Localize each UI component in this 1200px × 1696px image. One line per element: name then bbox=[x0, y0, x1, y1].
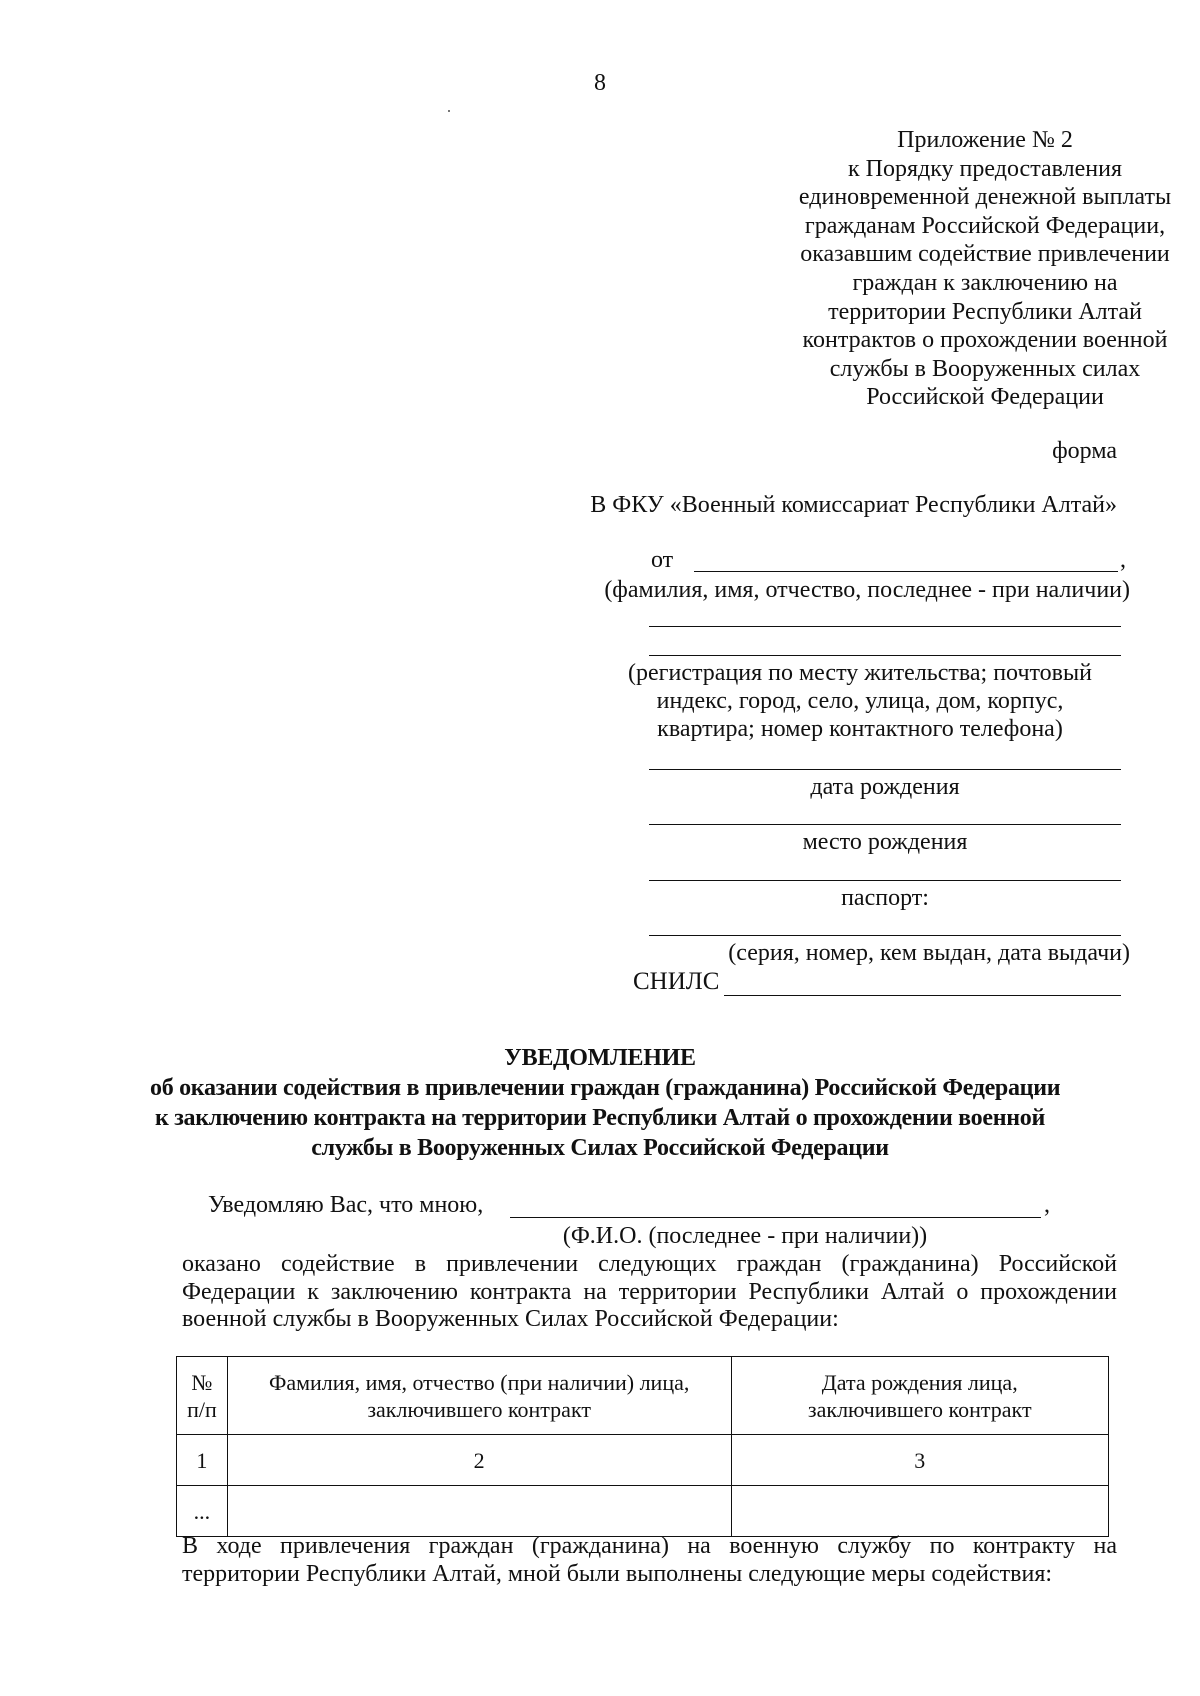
notice-subtitle-line: службы в Вооруженных Силах Российской Федерации bbox=[311, 1135, 889, 1161]
birth-place-field-line[interactable] bbox=[649, 824, 1121, 825]
name-hint: (фамилия, имя, отчество, последнее - при наличии) bbox=[604, 577, 1130, 603]
table-header-row bbox=[177, 1357, 1109, 1435]
table-cell: 3 bbox=[731, 1435, 1109, 1486]
fio-hint: (Ф.И.О. (последнее - при наличии)) bbox=[562, 1223, 928, 1249]
contractors-table bbox=[176, 1356, 1109, 1537]
closing-line: территории Республики Алтай, мной были выполнены следующие меры содействия: bbox=[182, 1561, 1053, 1587]
appendix-line: к Порядку предоставления bbox=[847, 155, 1122, 182]
notice-subtitle-line: об оказании содействия в привлечении граждан (гражданина) Российской Федерации bbox=[150, 1075, 1061, 1101]
notice-subtitle-line: к заключению контракта на территории Республики Алтай о прохождении военной bbox=[154, 1105, 1046, 1131]
fio-field-line[interactable] bbox=[510, 1217, 1041, 1218]
birth-date-field-line[interactable] bbox=[649, 769, 1121, 770]
notice-body-line: Федерации к заключению контракта на территории Республики Алтай о прохождении bbox=[182, 1279, 1117, 1305]
name-field-line[interactable] bbox=[694, 571, 1118, 572]
address-field-line-1[interactable] bbox=[649, 626, 1121, 627]
table-row bbox=[177, 1486, 1109, 1537]
fio-trailing-comma: , bbox=[1044, 1192, 1050, 1218]
notice-body-line: оказано содействие в привлечении следующих граждан (гражданина) Российской bbox=[182, 1251, 1117, 1277]
table-cell: 1 bbox=[177, 1435, 228, 1486]
appendix-line: Приложение № 2 bbox=[897, 127, 1073, 153]
table-cell-empty[interactable] bbox=[731, 1486, 1109, 1537]
header-number: № п/п bbox=[177, 1357, 228, 1435]
appendix-line: граждан к заключению на bbox=[852, 269, 1118, 296]
appendix-line: контрактов о прохождении военной bbox=[802, 327, 1168, 354]
passport-hint: (серия, номер, кем выдан, дата выдачи) bbox=[728, 940, 1130, 966]
from-label: от bbox=[651, 547, 674, 573]
page-number: 8 bbox=[594, 70, 606, 96]
address-hint-line: индекс, город, село, улица, дом, корпус, bbox=[656, 688, 1064, 714]
birth-place-label: место рождения bbox=[802, 829, 968, 855]
snils-label: СНИЛС bbox=[633, 968, 720, 995]
table-cell: 2 bbox=[227, 1435, 731, 1486]
header-full-name: Фамилия, имя, отчество (при наличии) лица, заключившего контракт bbox=[227, 1357, 731, 1435]
snils-field-line[interactable] bbox=[724, 995, 1121, 996]
address-hint-line: (регистрация по месту жительства; почтовый bbox=[628, 660, 1092, 686]
table-numbering-row bbox=[177, 1435, 1109, 1486]
passport-label: паспорт: bbox=[841, 885, 929, 911]
passport-details-field-line[interactable] bbox=[649, 935, 1121, 936]
notice-heading: УВЕДОМЛЕНИЕ bbox=[504, 1045, 696, 1071]
address-field-line-2[interactable] bbox=[649, 655, 1121, 656]
appendix-line: гражданам Российской Федерации, bbox=[804, 212, 1166, 239]
birth-date-label: дата рождения bbox=[810, 774, 960, 800]
scan-speck bbox=[448, 110, 450, 112]
notice-title bbox=[150, 1043, 1061, 1163]
appendix-line: единовременной денежной выплаты bbox=[798, 184, 1172, 211]
appendix-block bbox=[700, 126, 1200, 412]
closing-line: В ходе привлечения граждан (гражданина) на военную службу по контракту на bbox=[182, 1533, 1117, 1559]
appendix-line: службы в Вооруженных силах bbox=[829, 355, 1141, 382]
passport-field-line[interactable] bbox=[649, 880, 1121, 881]
address-hint-line: квартира; номер контактного телефона) bbox=[657, 716, 1063, 742]
name-trailing-comma: , bbox=[1120, 547, 1126, 573]
appendix-line: территории Республики Алтай bbox=[828, 298, 1142, 325]
notice-intro: Уведомляю Вас, что мною, bbox=[208, 1192, 484, 1218]
addressee: В ФКУ «Военный комиссариат Республики Алтай» bbox=[590, 492, 1117, 518]
appendix-line: Российской Федерации bbox=[866, 384, 1104, 411]
appendix-line: оказавшим содействие привлечении bbox=[800, 241, 1170, 268]
form-label: форма bbox=[1052, 438, 1117, 464]
table-cell-empty[interactable] bbox=[227, 1486, 731, 1537]
table-cell-ellipsis: ... bbox=[177, 1486, 228, 1537]
notice-body-last-line: военной службы в Вооруженных Силах Российской Федерации: bbox=[182, 1306, 839, 1332]
header-birth-date: Дата рождения лица, заключившего контракт bbox=[731, 1357, 1109, 1435]
